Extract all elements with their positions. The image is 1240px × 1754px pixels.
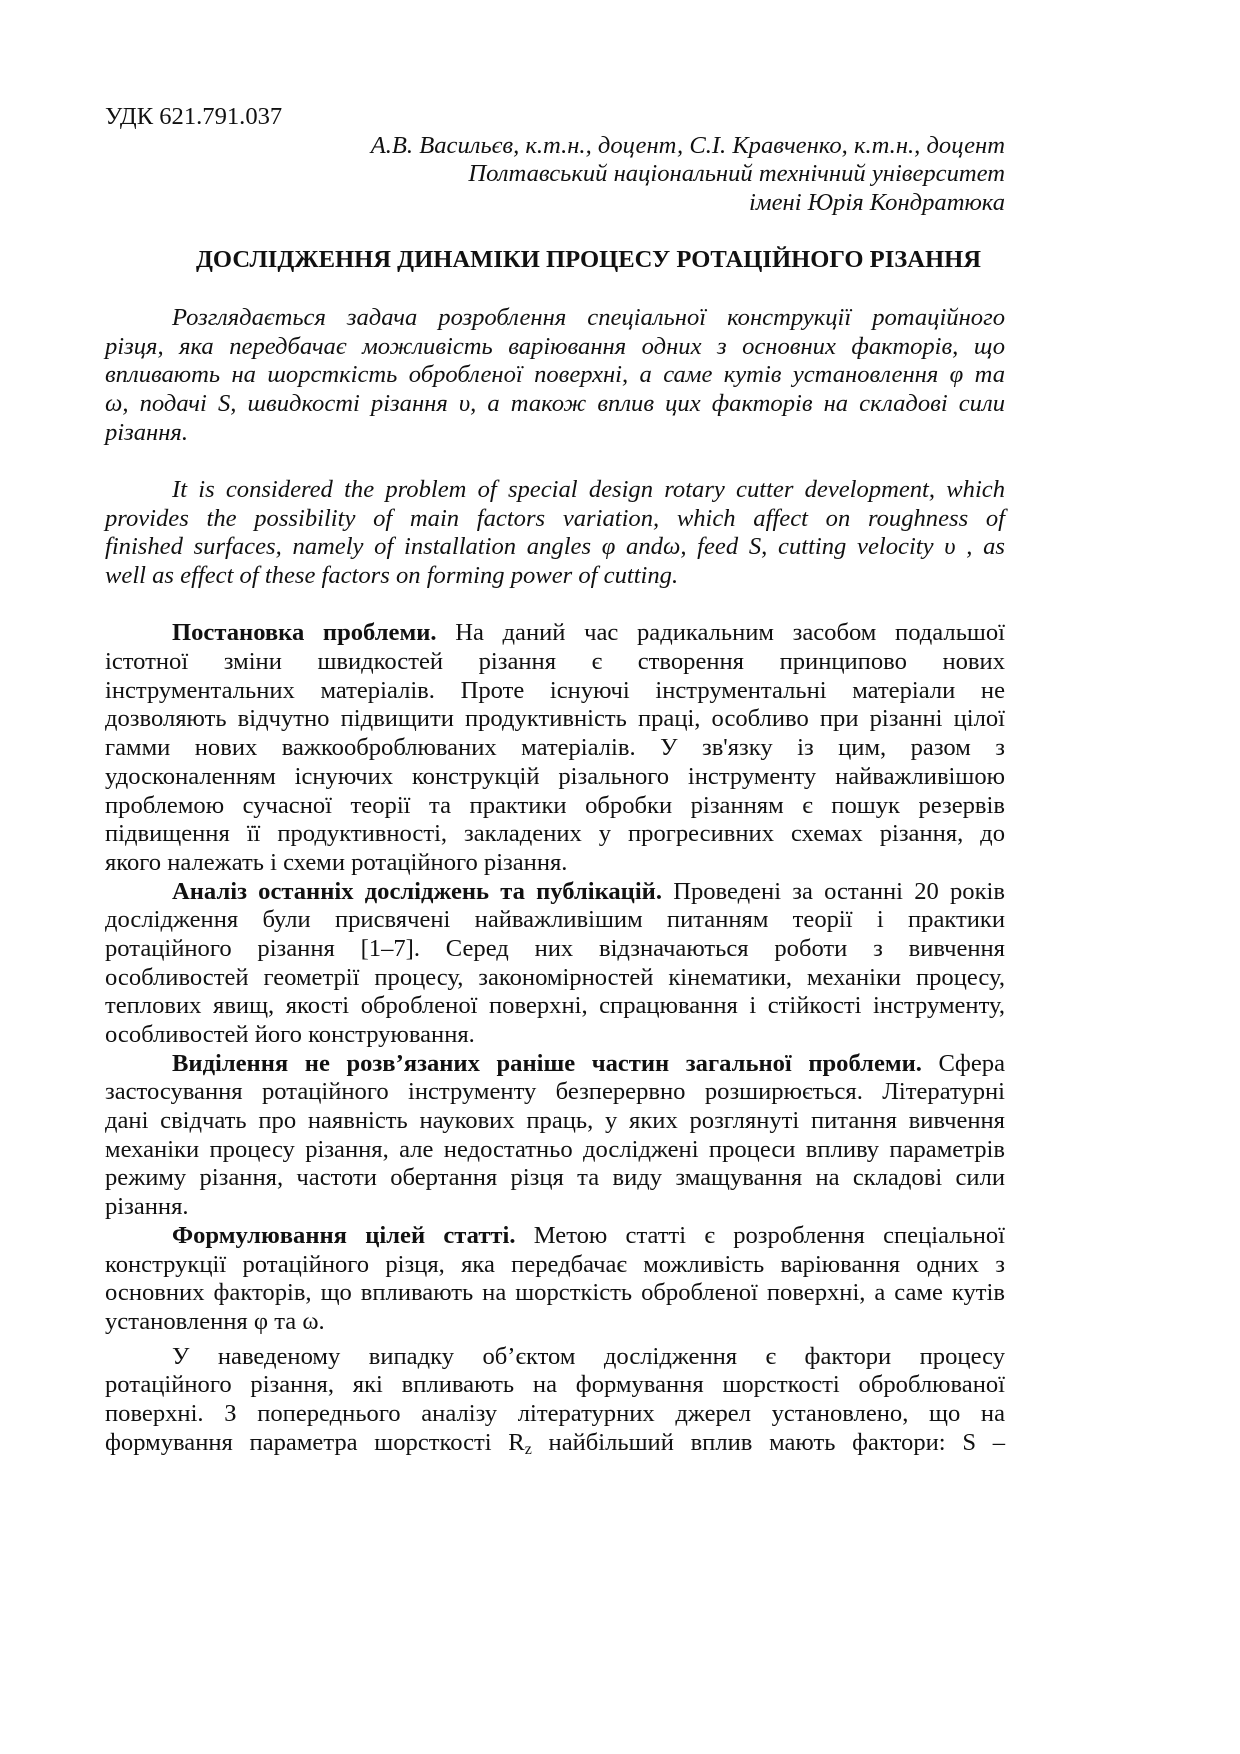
paragraph	[105, 1343, 1005, 1458]
section-heading: Постановка проблеми.	[172, 619, 437, 647]
page-content	[105, 103, 1005, 1457]
text-line: установлення φ та ω.	[105, 1307, 325, 1335]
text-line: істотної зміни швидкостей різання є створення принципово нових	[105, 648, 1005, 676]
text-line: It is considered the problem of special design rotary cutter development, which	[172, 475, 1005, 503]
text-line: проблемою сучасної теорії та практики обробки різанням є пошук резервів	[105, 791, 1005, 819]
abstract-en	[105, 476, 1005, 591]
text-line: різання.	[105, 418, 189, 446]
section-heading: Виділення не розв’язаних раніше частин загальної проблеми.	[172, 1049, 922, 1077]
abstract-uk	[105, 304, 1005, 447]
text-line: різця, яка передбачає можливість варіювання одних з основних факторів, що	[105, 332, 1005, 360]
text-line: finished surfaces, namely of installation angles φ andω, feed S, cutting velocity υ , as	[105, 533, 1005, 561]
udc-code: УДК 621.791.037	[105, 103, 283, 130]
text-line: удосконаленням існуючих конструкцій різального інструменту найважливішою	[105, 762, 1005, 790]
text-line: впливають на шорсткість обробленої поверхні, а саме кутів установлення φ та	[105, 361, 1005, 389]
paragraph	[105, 1050, 1005, 1222]
text-line: підвищення її продуктивності, закладених у прогресивних схемах різання, до	[105, 820, 1005, 848]
text-line: ротаційного різання, які впливають на формування шорсткості оброблюваної	[105, 1371, 1005, 1399]
paragraph	[105, 1222, 1005, 1337]
text-line: дані свідчать про наявність наукових праць, у яких розглянуті питання вивчення	[105, 1107, 1005, 1135]
text-line: режиму різання, частоти обертання різця та виду змащування на складові сили	[105, 1164, 1005, 1192]
text-line	[105, 1222, 1005, 1251]
text-line: поверхні. З попереднього аналізу літературних джерел установлено, що на	[105, 1399, 1005, 1427]
text-line: основних факторів, що впливають на шорсткість обробленої поверхні, а саме кутів	[105, 1279, 1005, 1307]
text-line: інструментальних матеріалів. Проте існуючі інструментальні матеріали не	[105, 676, 1005, 704]
paragraph	[105, 878, 1005, 1050]
text-line: теплових явищ, якості обробленої поверхні, спрацювання і стійкості інструменту,	[105, 992, 1005, 1020]
affiliation-line: Полтавський національний технічний університет	[468, 160, 1005, 188]
author-line: А.В. Васильєв, к.т.н., доцент, С.І. Кравченко, к.т.н., доцент	[370, 131, 1005, 159]
paragraph	[105, 619, 1005, 877]
text-run: формування параметра шорсткості R	[105, 1428, 525, 1456]
text-line: provides the possibility of main factors variation, which affect on roughness of	[105, 504, 1005, 532]
text-line: механіки процесу різання, але недостатньо досліджені процеси впливу параметрів	[105, 1135, 1005, 1163]
text-line: гамми нових важкооброблюваних матеріалів. У зв'язку із цим, разом з	[105, 734, 1005, 762]
text-line: особливостей його конструювання.	[105, 1021, 475, 1048]
text-line: У наведеному випадку об’єктом дослідження є фактори процесу	[172, 1342, 1005, 1370]
subscript: z	[524, 1440, 532, 1458]
affiliation-line: імені Юрія Кондратюка	[749, 189, 1005, 217]
section-heading: Формулювання цілей статті.	[172, 1221, 516, 1249]
text-line: well as effect of these factors on forming power of cutting.	[105, 562, 679, 589]
text-line: дослідження були присвячені найважливішим питанням теорії і практики	[105, 906, 1005, 934]
text-line: Розглядається задача розроблення спеціальної конструкції ротаційного	[172, 303, 1005, 331]
text-line: особливостей геометрії процесу, закономірностей кінематики, механіки процесу,	[105, 963, 1005, 991]
text-line	[105, 878, 1005, 907]
text-line: конструкції ротаційного різця, яка передбачає можливість варіювання одних з	[105, 1250, 1005, 1278]
text-run: Сфера	[938, 1049, 1005, 1077]
text-run: Проведені за останні 20 років	[673, 877, 1005, 905]
text-line: якого належать і схеми ротаційного різання.	[105, 848, 568, 876]
text-line: застосування ротаційного інструменту безперервно розширюється. Літературні	[105, 1078, 1005, 1106]
text-run: На даний час радикальним засобом подальшої	[455, 619, 1005, 647]
text-line: різання.	[105, 1193, 189, 1221]
text-line: ротаційного різання [1–7]. Серед них відзначаються роботи з вивчення	[105, 934, 1005, 962]
text-line: дозволяють відчутно підвищити продуктивність праці, особливо при різанні цілої	[105, 705, 1005, 733]
paper-title: ДОСЛІДЖЕННЯ ДИНАМІКИ ПРОЦЕСУ РОТАЦІЙНОГО РІЗАННЯ	[195, 246, 982, 274]
text-run: найбільший вплив мають фактори: S –	[548, 1428, 1005, 1456]
text-run: Метою статті є розроблення спеціальної	[533, 1221, 1005, 1249]
text-line	[105, 1050, 1005, 1079]
text-line	[105, 1429, 1005, 1458]
text-line	[105, 619, 1005, 648]
text-line: ω, подачі S, швидкості різання υ, а також вплив цих факторів на складові сили	[105, 389, 1005, 417]
section-heading: Аналіз останніх досліджень та публікацій.	[172, 877, 662, 905]
